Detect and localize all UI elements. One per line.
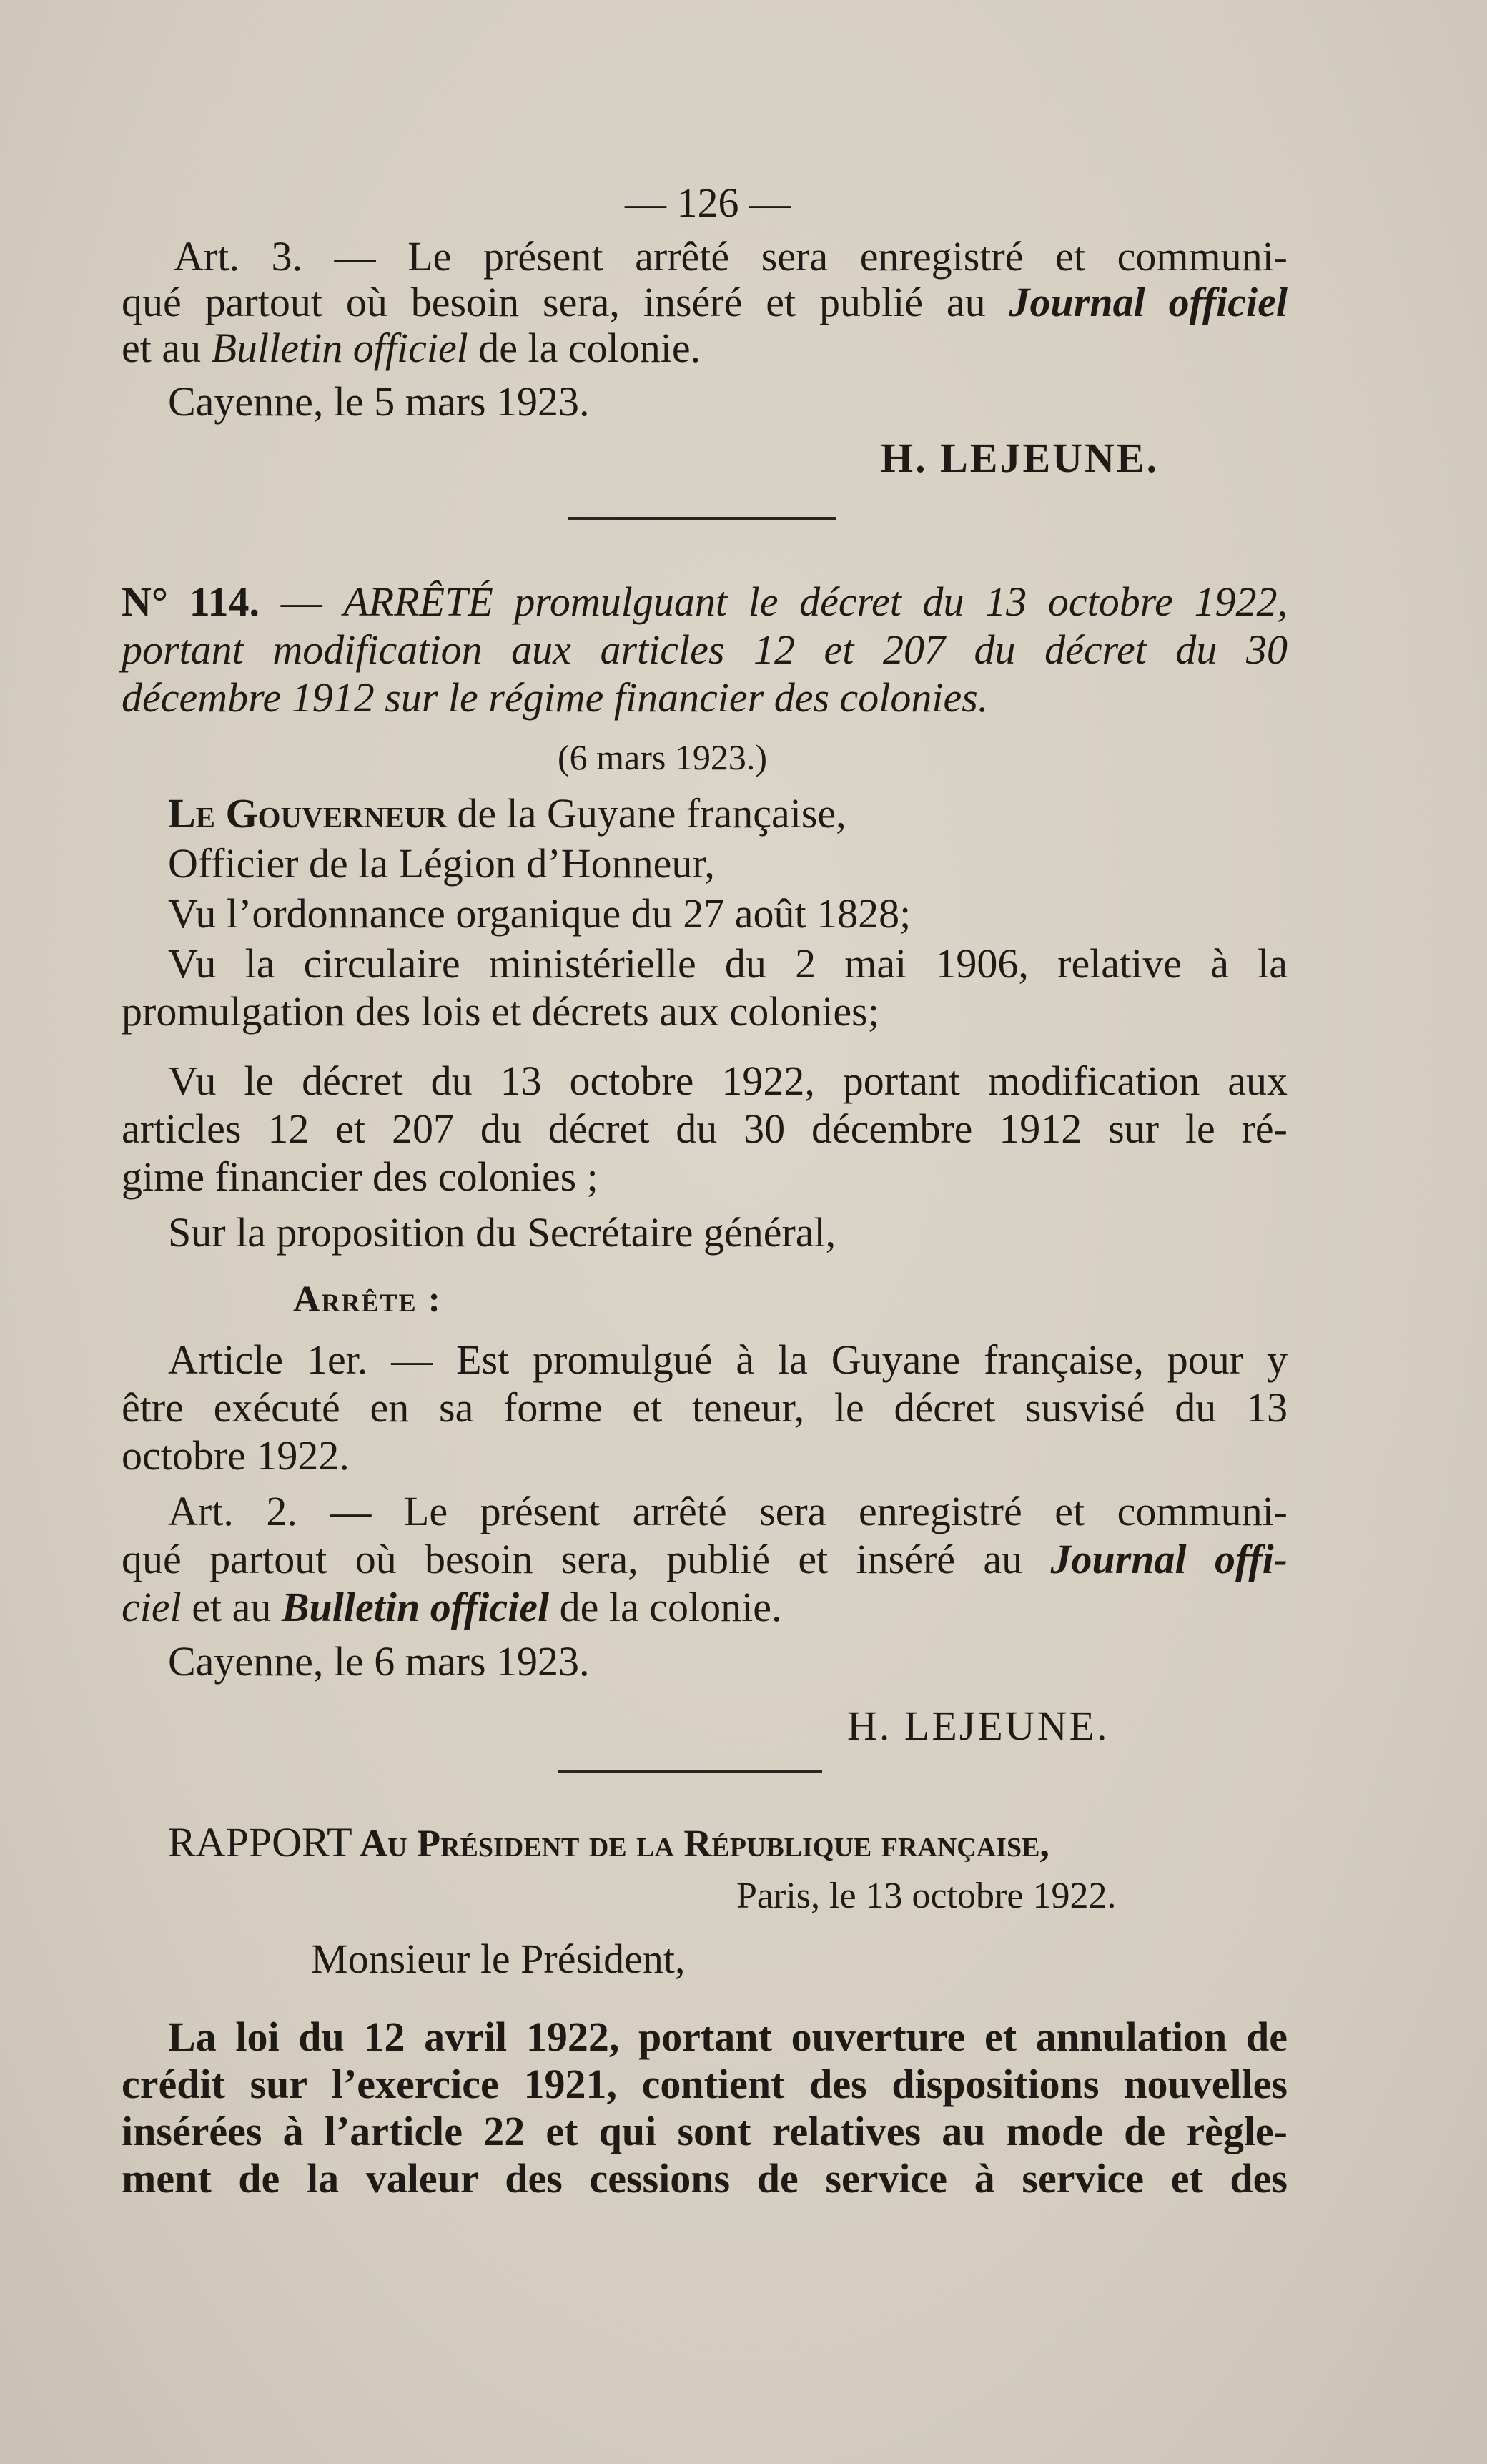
rapport-addressee: Au Président de la République française, — [352, 1822, 1049, 1865]
art3-line-1: Art. 3. — Le présent arrêté sera enregistré et communi- — [174, 233, 1288, 280]
governor-line — [168, 791, 846, 837]
rapport-para-line-4: ment de la valeur des cessions de service à service et des — [122, 2155, 1288, 2202]
sur-proposition: Sur la proposition du Secrétaire général, — [168, 1209, 836, 1256]
rapport-para-line-2: crédit sur l’exercice 1921, contient des dispositions nouvelles — [122, 2061, 1288, 2107]
section-divider — [568, 517, 836, 520]
vu-circulaire-line-1: Vu la circulaire ministérielle du 2 mai 1906, relative à la — [168, 940, 1288, 987]
article-2-line-3-mid: et au — [181, 1584, 282, 1630]
art3-line-3-post: de la colonie. — [468, 325, 701, 371]
article-2-line-3 — [122, 1585, 781, 1630]
arrete-114-title-line-1 — [122, 579, 1288, 625]
arrete-114-title-line-2: portant modification aux articles 12 et 207 du décret du 30 — [122, 626, 1288, 673]
arrete-number: N° 114. — [122, 578, 260, 625]
article-2-line-2-text: qué partout où besoin sera, publié et inséré au — [122, 1536, 1051, 1582]
vu-decret-line-1: Vu le décret du 13 octobre 1922, portant modification aux — [168, 1058, 1288, 1104]
section-divider-2 — [558, 1770, 822, 1773]
vu-ordonnance: Vu l’ordonnance organique du 27 août 1828; — [168, 890, 912, 937]
officer-line: Officier de la Légion d’Honneur, — [168, 840, 715, 887]
art3-signature: H. LEJEUNE. — [881, 435, 1160, 481]
vu-decret-line-2: articles 12 et 207 du décret du 30 décembre 1912 sur le ré- — [122, 1105, 1288, 1152]
article-1-line-1: Article 1er. — Est promulgué à la Guyane française, pour y — [168, 1336, 1288, 1383]
arrete-114-title-line-3: décembre 1912 sur le régime financier des colonies. — [122, 674, 989, 721]
arrete-114-date: (6 mars 1923.) — [558, 737, 767, 777]
article-2-line-2 — [122, 1537, 1288, 1582]
rapport-salutation: Monsieur le Président, — [311, 1936, 686, 1982]
art3-line-2-text: qué partout où besoin sera, inséré et publié au — [122, 279, 1009, 325]
rapport-place-date: Paris, le 13 octobre 1922. — [736, 1876, 1117, 1916]
journal-officiel-ref-2: Journal offi- — [1050, 1536, 1288, 1582]
vu-circulaire-line-2: promulgation des lois et décrets aux colonies; — [122, 988, 879, 1035]
page-number: — 126 — — [625, 179, 791, 226]
article-2-line-3-post: de la colonie. — [549, 1584, 782, 1630]
rapport-para-line-3: insérées à l’article 22 et qui sont relatives au mode de règle- — [122, 2108, 1288, 2154]
article-1-line-2: être exécuté en sa forme et teneur, le décret susvisé du 13 — [122, 1384, 1288, 1431]
governor-rest: de la Guyane française, — [446, 790, 846, 837]
arrete-dash: — — [260, 578, 344, 625]
art3-line-3 — [122, 325, 701, 371]
art3-line-3-pre: et au — [122, 325, 212, 371]
bulletin-officiel-ref-2: Bulletin officiel — [281, 1584, 550, 1630]
art3-line-2 — [122, 280, 1288, 325]
arrete-heading: Arrête : — [293, 1279, 442, 1320]
arrete-title-text: ARRÊTÉ promulguant le décret du 13 octobre 1922, — [343, 578, 1288, 625]
journal-officiel-ref: Journal officiel — [1009, 279, 1288, 325]
article-2-line-1: Art. 2. — Le présent arrêté sera enregistré et communi- — [168, 1488, 1288, 1534]
vu-decret-line-3: gime financier des colonies ; — [122, 1153, 598, 1200]
art3-date: Cayenne, le 5 mars 1923. — [168, 378, 590, 425]
arrete-114-place-date: Cayenne, le 6 mars 1923. — [168, 1638, 590, 1685]
officiel-ref-end: ciel — [122, 1584, 182, 1630]
bulletin-officiel-ref: Bulletin officiel — [211, 325, 468, 371]
governor-title: Le Gouverneur — [168, 790, 447, 837]
rapport-word: RAPPORT — [168, 1819, 352, 1866]
arrete-114-signature: H. LEJEUNE. — [847, 1702, 1110, 1749]
rapport-para-line-1: La loi du 12 avril 1922, portant ouverture et annulation de — [168, 2014, 1288, 2060]
article-1-line-3: octobre 1922. — [122, 1432, 350, 1479]
rapport-heading — [168, 1820, 1049, 1866]
